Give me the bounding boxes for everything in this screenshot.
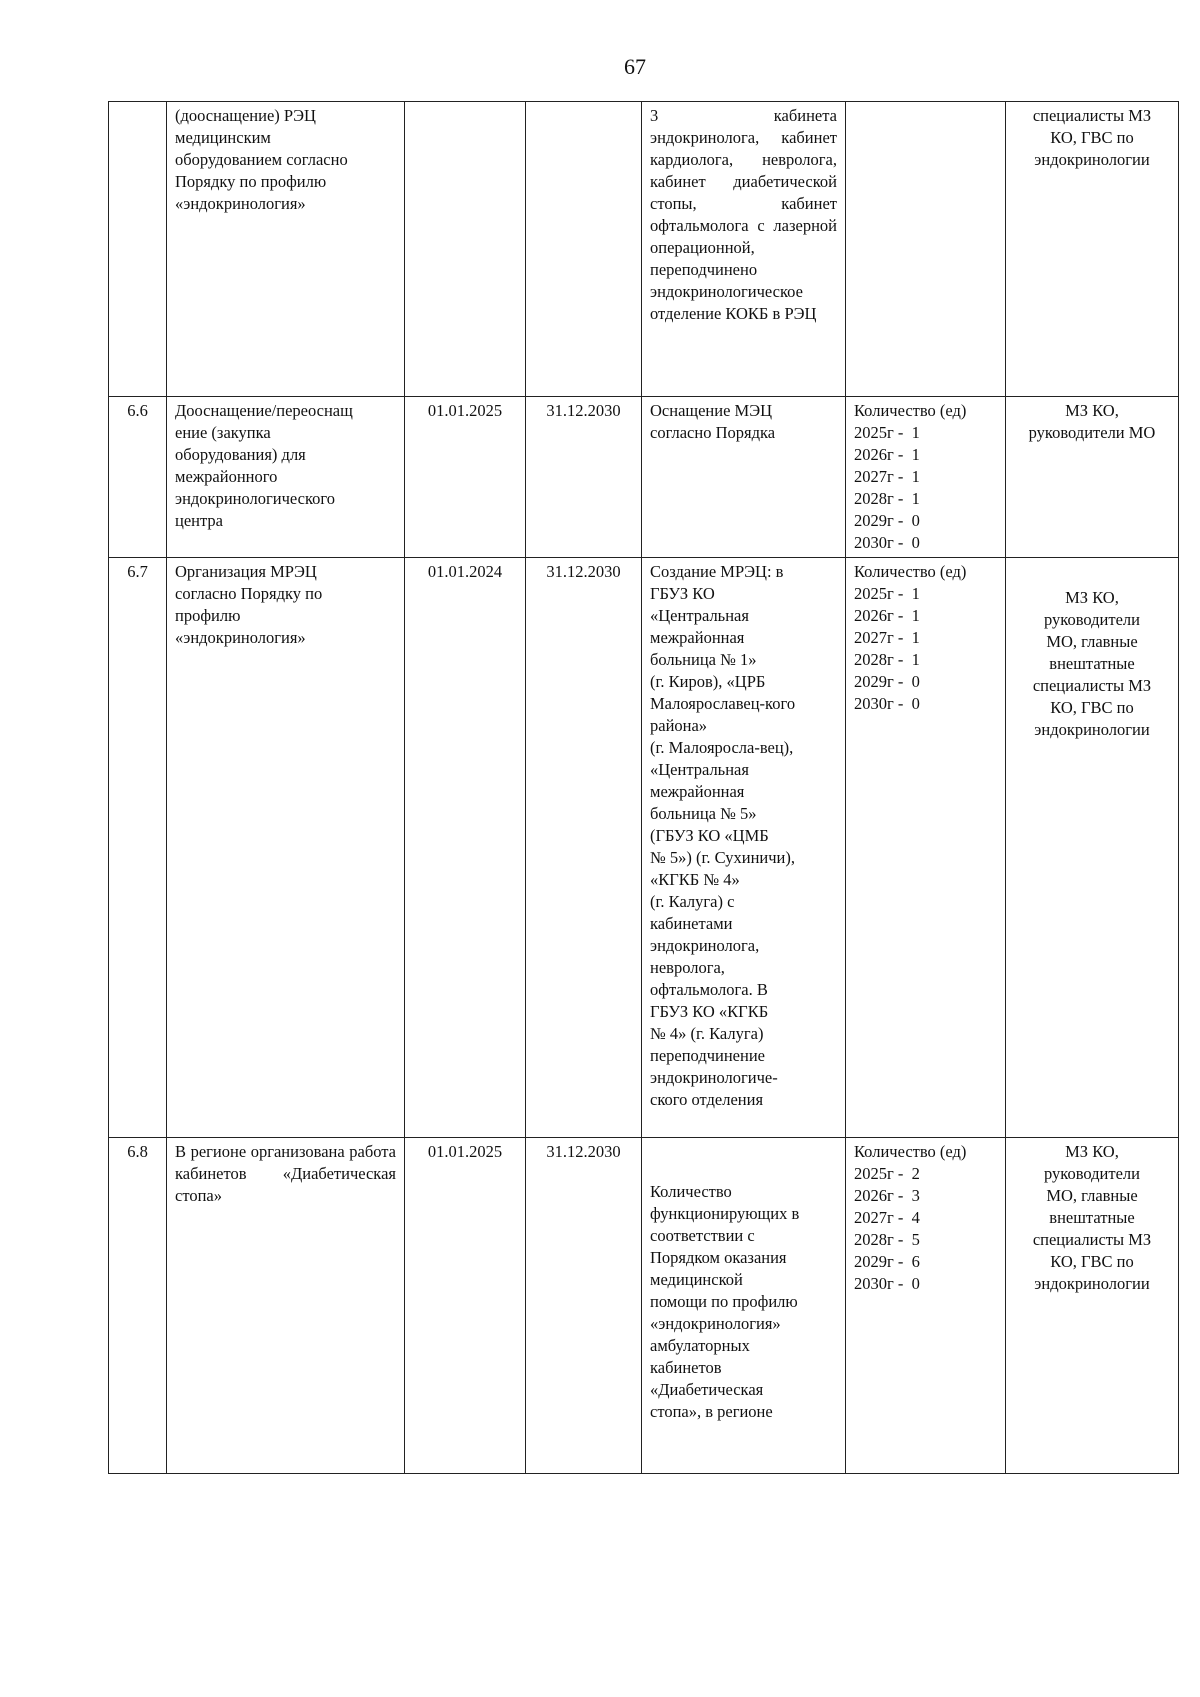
responsible-cell: специалисты МЗ КО, ГВС по эндокринологии bbox=[1006, 102, 1179, 397]
quantity-cell bbox=[846, 558, 1006, 1138]
quantity-year: 2029г - 6 bbox=[854, 1252, 920, 1271]
result-cell: 3 кабинета эндокринолога, кабинет кардиолога, невролога, кабинет диабетической стопы, кабинет офтальмолога с лазерной операционной, переподчинено эндокринологическое отделение КОКБ в РЭЦ bbox=[642, 102, 846, 397]
result-cell: Количество функционирующих в соответствии с Порядком оказания медицинской помощи по профилю «эндокринология» амбулаторных кабинетов «Диабетическая стопа», в регионе bbox=[642, 1138, 846, 1474]
quantity-year: 2026г - 1 bbox=[854, 445, 920, 464]
quantity-year: 2025г - 1 bbox=[854, 584, 920, 603]
quantity-cell bbox=[846, 397, 1006, 558]
quantity-title: Количество (ед) bbox=[854, 401, 967, 420]
event-cell: В регионе организована работа кабинетов «Диабетическая стопа» bbox=[167, 1138, 405, 1474]
quantity-cell bbox=[846, 1138, 1006, 1474]
start-date: 01.01.2024 bbox=[405, 558, 526, 1138]
table-row bbox=[109, 397, 1179, 558]
start-date: 01.01.2025 bbox=[405, 1138, 526, 1474]
end-date bbox=[526, 102, 642, 397]
table-row bbox=[109, 558, 1179, 1138]
end-date: 31.12.2030 bbox=[526, 397, 642, 558]
page-number: 67 bbox=[624, 54, 646, 79]
quantity-year: 2026г - 3 bbox=[854, 1186, 920, 1205]
event-cell: (дооснащение) РЭЦ медицинским оборудованием согласно Порядку по профилю «эндокринология» bbox=[167, 102, 405, 397]
quantity-year: 2030г - 0 bbox=[854, 533, 920, 552]
measures-table bbox=[108, 101, 1179, 1474]
quantity-title: Количество (ед) bbox=[854, 1142, 967, 1161]
quantity-year: 2028г - 1 bbox=[854, 650, 920, 669]
quantity-year: 2027г - 1 bbox=[854, 467, 920, 486]
quantity-cell bbox=[846, 102, 1006, 397]
quantity-year: 2027г - 4 bbox=[854, 1208, 920, 1227]
quantity-year: 2029г - 0 bbox=[854, 672, 920, 691]
quantity-year: 2025г - 1 bbox=[854, 423, 920, 442]
quantity-year: 2027г - 1 bbox=[854, 628, 920, 647]
table-row bbox=[109, 1138, 1179, 1474]
quantity-year: 2026г - 1 bbox=[854, 606, 920, 625]
quantity-year: 2030г - 0 bbox=[854, 694, 920, 713]
quantity-year: 2025г - 2 bbox=[854, 1164, 920, 1183]
result-cell: Оснащение МЭЦ согласно Порядка bbox=[642, 397, 846, 558]
quantity-year: 2028г - 5 bbox=[854, 1230, 920, 1249]
responsible-cell: МЗ КО, руководители МО, главные внештатные специалисты МЗ КО, ГВС по эндокринологии bbox=[1006, 1138, 1179, 1474]
start-date bbox=[405, 102, 526, 397]
row-number bbox=[109, 102, 167, 397]
event-cell: Организация МРЭЦ согласно Порядку по профилю «эндокринология» bbox=[167, 558, 405, 1138]
quantity-year: 2029г - 0 bbox=[854, 511, 920, 530]
event-cell: Дооснащение/переоснащ ение (закупка оборудования) для межрайонного эндокринологического центра bbox=[167, 397, 405, 558]
row-number: 6.6 bbox=[109, 397, 167, 558]
result-cell: Создание МРЭЦ: в ГБУЗ КО «Центральная межрайонная больница № 1» (г. Киров), «ЦРБ Малоярославец-кого района» (г. Малояросла-вец), «Центральная межрайонная больница № 5» (ГБУЗ КО «ЦМБ № 5») (г. Сухиничи), «КГКБ № 4» (г. Калуга) с кабинетами эндокринолога, невролога, офтальмолога. В ГБУЗ КО «КГКБ № 4» (г. Калуга) переподчинение эндокринологиче- ского отделения bbox=[642, 558, 846, 1138]
quantity-year: 2030г - 0 bbox=[854, 1274, 920, 1293]
responsible-cell: МЗ КО, руководители МО, главные внештатные специалисты МЗ КО, ГВС по эндокринологии bbox=[1006, 558, 1179, 1138]
start-date: 01.01.2025 bbox=[405, 397, 526, 558]
row-number: 6.8 bbox=[109, 1138, 167, 1474]
table-row bbox=[109, 102, 1179, 397]
end-date: 31.12.2030 bbox=[526, 558, 642, 1138]
quantity-title: Количество (ед) bbox=[854, 562, 967, 581]
row-number: 6.7 bbox=[109, 558, 167, 1138]
end-date: 31.12.2030 bbox=[526, 1138, 642, 1474]
responsible-cell: МЗ КО, руководители МО bbox=[1006, 397, 1179, 558]
quantity-year: 2028г - 1 bbox=[854, 489, 920, 508]
